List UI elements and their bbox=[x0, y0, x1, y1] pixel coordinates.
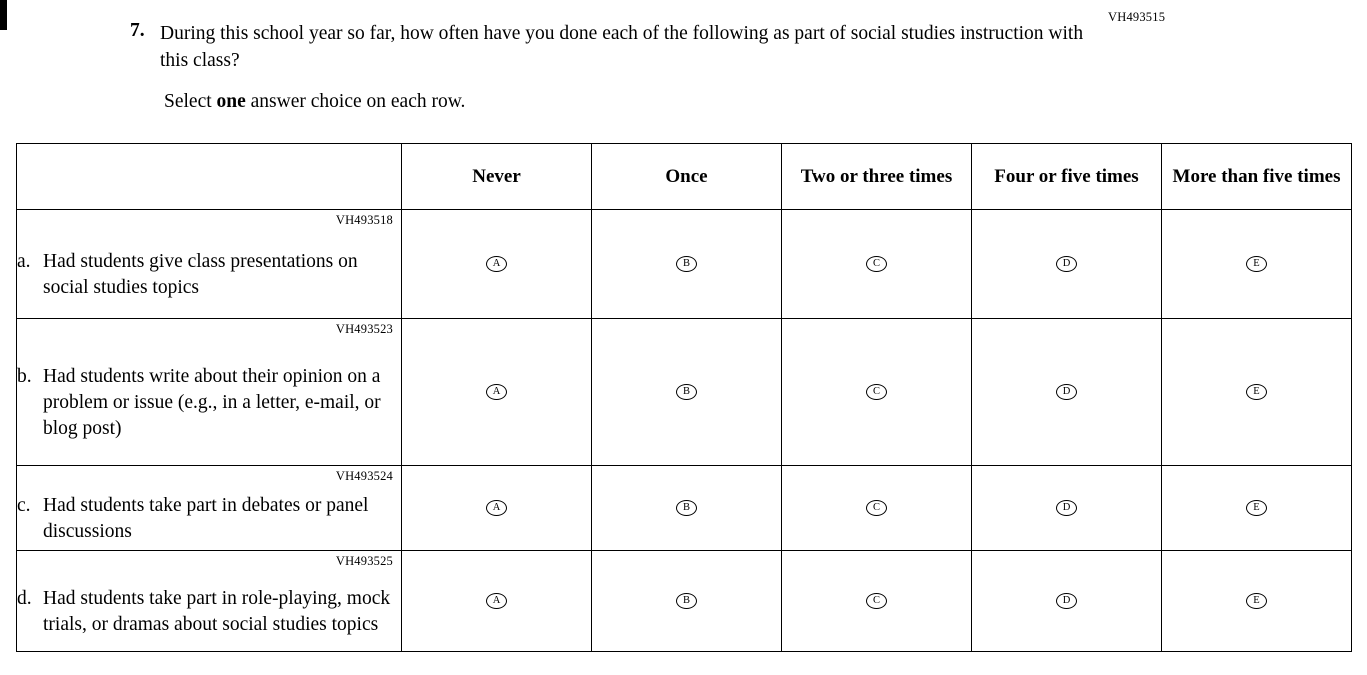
table-row bbox=[17, 210, 1352, 319]
option-b-never[interactable] bbox=[402, 319, 592, 466]
row-letter-c: c. bbox=[17, 495, 31, 516]
radio-bubble[interactable]: A bbox=[486, 593, 507, 609]
option-a-never[interactable] bbox=[402, 210, 592, 319]
row-stem-b bbox=[17, 319, 402, 466]
radio-bubble[interactable]: E bbox=[1246, 256, 1267, 272]
option-c-more-than-five[interactable] bbox=[1162, 466, 1352, 551]
option-a-four-or-five[interactable] bbox=[972, 210, 1162, 319]
option-b-two-or-three[interactable] bbox=[782, 319, 972, 466]
row-letter-b: b. bbox=[17, 366, 32, 387]
table-row bbox=[17, 551, 1352, 652]
radio-bubble[interactable]: A bbox=[486, 500, 507, 516]
row-item-id-a: VH493518 bbox=[335, 213, 393, 227]
option-c-never[interactable] bbox=[402, 466, 592, 551]
row-stem-a bbox=[17, 210, 402, 319]
radio-bubble[interactable]: C bbox=[866, 384, 887, 400]
option-b-four-or-five[interactable] bbox=[972, 319, 1162, 466]
radio-bubble[interactable]: B bbox=[676, 384, 697, 400]
option-d-two-or-three[interactable] bbox=[782, 551, 972, 652]
column-header-once: Once bbox=[592, 144, 782, 210]
radio-bubble[interactable]: E bbox=[1246, 500, 1267, 516]
table-header-row bbox=[17, 144, 1352, 210]
row-text-b: Had students write about their opinion on a problem or issue (e.g., in a letter, e-mail, or blog post) bbox=[43, 366, 381, 439]
option-a-two-or-three[interactable] bbox=[782, 210, 972, 319]
option-c-two-or-three[interactable] bbox=[782, 466, 972, 551]
instruction-emphasis: one bbox=[216, 91, 246, 112]
question-number: 7. bbox=[130, 20, 145, 41]
question-item-id: VH493515 bbox=[1108, 10, 1166, 24]
radio-bubble[interactable]: A bbox=[486, 384, 507, 400]
table-row bbox=[17, 466, 1352, 551]
radio-bubble[interactable]: D bbox=[1056, 256, 1077, 272]
radio-bubble[interactable]: D bbox=[1056, 500, 1077, 516]
option-b-more-than-five[interactable] bbox=[1162, 319, 1352, 466]
row-letter-d: d. bbox=[17, 588, 32, 609]
radio-bubble[interactable]: B bbox=[676, 500, 697, 516]
question-instruction bbox=[164, 88, 465, 115]
question-block bbox=[130, 20, 1090, 74]
instruction-prefix: Select bbox=[164, 91, 217, 112]
radio-bubble[interactable]: B bbox=[676, 256, 697, 272]
option-c-four-or-five[interactable] bbox=[972, 466, 1162, 551]
radio-bubble[interactable]: D bbox=[1056, 593, 1077, 609]
option-b-once[interactable] bbox=[592, 319, 782, 466]
response-matrix-table bbox=[16, 143, 1352, 652]
column-header-never: Never bbox=[402, 144, 592, 210]
radio-bubble[interactable]: A bbox=[486, 256, 507, 272]
row-item-id-b: VH493523 bbox=[335, 322, 393, 336]
question-text: During this school year so far, how often have you done each of the following as part of social studies instruction with this class? bbox=[160, 23, 1084, 71]
option-d-never[interactable] bbox=[402, 551, 592, 652]
column-header-stem bbox=[17, 144, 402, 210]
instruction-suffix: answer choice on each row. bbox=[245, 91, 466, 112]
radio-bubble[interactable]: C bbox=[866, 256, 887, 272]
radio-bubble[interactable]: C bbox=[866, 593, 887, 609]
radio-bubble[interactable]: D bbox=[1056, 384, 1077, 400]
row-text-d: Had students take part in role-playing, mock trials, or dramas about social studies topics bbox=[43, 588, 391, 635]
row-item-id-d: VH493525 bbox=[335, 554, 393, 568]
row-text-c: Had students take part in debates or panel discussions bbox=[43, 495, 369, 542]
row-item-id-c: VH493524 bbox=[335, 469, 393, 483]
page-margin-bar bbox=[0, 0, 7, 30]
option-d-more-than-five[interactable] bbox=[1162, 551, 1352, 652]
option-a-once[interactable] bbox=[592, 210, 782, 319]
option-d-once[interactable] bbox=[592, 551, 782, 652]
radio-bubble[interactable]: B bbox=[676, 593, 697, 609]
radio-bubble[interactable]: C bbox=[866, 500, 887, 516]
radio-bubble[interactable]: E bbox=[1246, 593, 1267, 609]
row-stem-d bbox=[17, 551, 402, 652]
table-row bbox=[17, 319, 1352, 466]
row-stem-c bbox=[17, 466, 402, 551]
column-header-two-or-three-times: Two or three times bbox=[782, 144, 972, 210]
row-letter-a: a. bbox=[17, 251, 31, 272]
option-c-once[interactable] bbox=[592, 466, 782, 551]
column-header-more-than-five-times: More than five times bbox=[1162, 144, 1352, 210]
option-a-more-than-five[interactable] bbox=[1162, 210, 1352, 319]
row-text-a: Had students give class presentations on social studies topics bbox=[43, 251, 358, 298]
option-d-four-or-five[interactable] bbox=[972, 551, 1162, 652]
column-header-four-or-five-times: Four or five times bbox=[972, 144, 1162, 210]
radio-bubble[interactable]: E bbox=[1246, 384, 1267, 400]
